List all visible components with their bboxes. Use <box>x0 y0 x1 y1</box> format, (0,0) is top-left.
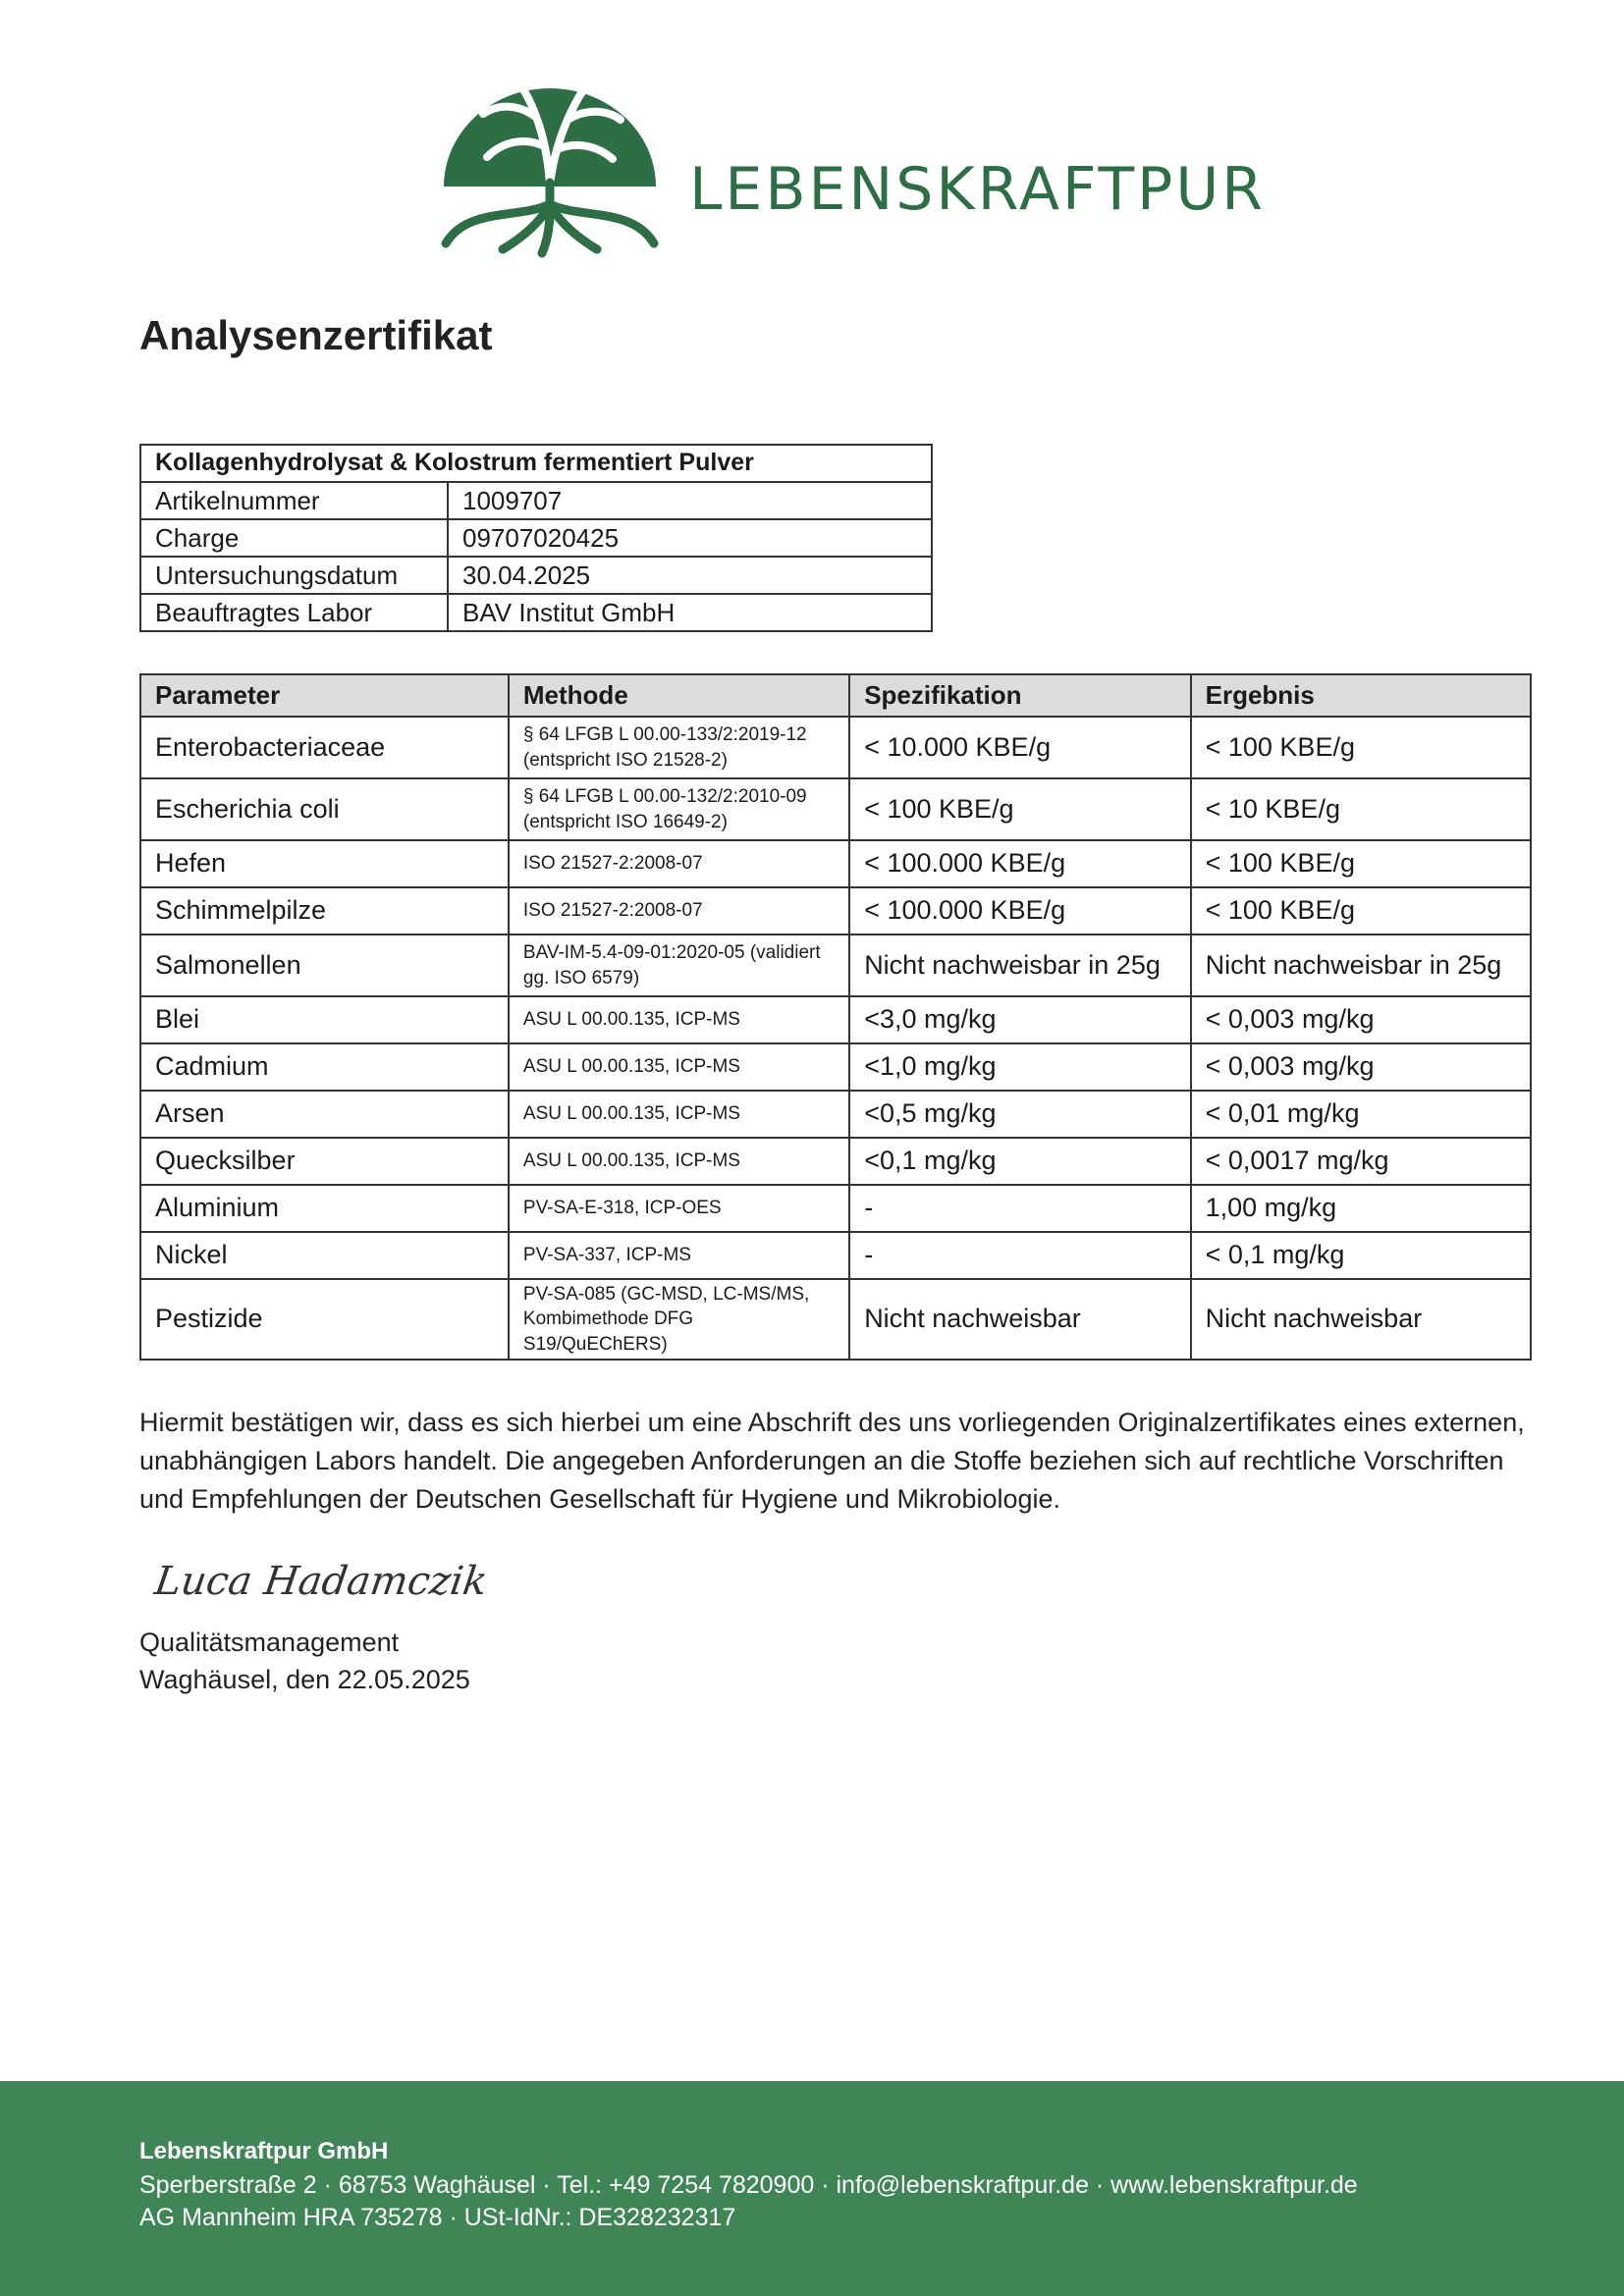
parameter-cell: Cadmium <box>140 1043 509 1091</box>
table-row <box>140 887 1531 934</box>
table-row <box>140 934 1531 996</box>
table-row <box>140 996 1531 1043</box>
result-cell: < 100 KBE/g <box>1191 840 1531 887</box>
spec-cell: < 100 KBE/g <box>849 778 1190 840</box>
result-cell: Nicht nachweisbar in 25g <box>1191 934 1531 996</box>
result-cell: 1,00 mg/kg <box>1191 1185 1531 1232</box>
tree-logo-icon <box>432 47 668 258</box>
info-row <box>140 482 932 519</box>
brand-logo <box>432 47 1267 258</box>
spec-cell: <1,0 mg/kg <box>849 1043 1190 1091</box>
info-row <box>140 557 932 594</box>
info-value: 30.04.2025 <box>448 557 932 594</box>
parameter-cell: Enterobacteriaceae <box>140 717 509 778</box>
table-row <box>140 778 1531 840</box>
page-title: Analysenzertifikat <box>139 312 493 358</box>
info-row <box>140 519 932 557</box>
spec-cell: < 100.000 KBE/g <box>849 840 1190 887</box>
footer-register: AG Mannheim HRA 735278 · USt-IdNr.: DE328232317 <box>139 2204 736 2231</box>
method-cell: § 64 LFGB L 00.00-132/2:2010-09 (entspricht ISO 16649-2) <box>509 778 849 840</box>
product-info-table <box>139 444 933 632</box>
spec-cell: <3,0 mg/kg <box>849 996 1190 1043</box>
results-table <box>139 673 1532 1361</box>
place-date: Waghäusel, den 22.05.2025 <box>139 1665 470 1694</box>
parameter-cell: Quecksilber <box>140 1138 509 1185</box>
spec-cell: Nicht nachweisbar <box>849 1279 1190 1360</box>
method-cell: ASU L 00.00.135, ICP-MS <box>509 996 849 1043</box>
spec-cell: - <box>849 1232 1190 1279</box>
spec-cell: < 100.000 KBE/g <box>849 887 1190 934</box>
signatory-role: Qualitätsmanagement <box>139 1628 400 1657</box>
info-value: 09707020425 <box>448 519 932 557</box>
table-row <box>140 1279 1531 1360</box>
method-cell: ASU L 00.00.135, ICP-MS <box>509 1091 849 1138</box>
result-cell: < 100 KBE/g <box>1191 717 1531 778</box>
column-header-parameter: Parameter <box>140 674 509 717</box>
parameter-cell: Aluminium <box>140 1185 509 1232</box>
info-row <box>140 594 932 631</box>
result-cell: < 0,003 mg/kg <box>1191 1043 1531 1091</box>
table-row <box>140 1138 1531 1185</box>
parameter-cell: Pestizide <box>140 1279 509 1360</box>
table-row <box>140 840 1531 887</box>
info-label: Beauftragtes Labor <box>140 594 448 631</box>
parameter-cell: Salmonellen <box>140 934 509 996</box>
column-header-result: Ergebnis <box>1191 674 1531 717</box>
table-row <box>140 1043 1531 1091</box>
column-header-specification: Spezifikation <box>849 674 1190 717</box>
parameter-cell: Escherichia coli <box>140 778 509 840</box>
parameter-cell: Nickel <box>140 1232 509 1279</box>
footer-company-name: Lebenskraftpur GmbH <box>139 2138 389 2164</box>
parameter-cell: Hefen <box>140 840 509 887</box>
table-row <box>140 1232 1531 1279</box>
result-cell: < 0,01 mg/kg <box>1191 1091 1531 1138</box>
method-cell: ISO 21527-2:2008-07 <box>509 887 849 934</box>
info-label: Artikelnummer <box>140 482 448 519</box>
result-cell: < 0,0017 mg/kg <box>1191 1138 1531 1185</box>
spec-cell: - <box>849 1185 1190 1232</box>
table-row <box>140 1091 1531 1138</box>
table-row <box>140 717 1531 778</box>
table-row <box>140 1185 1531 1232</box>
method-cell: PV-SA-085 (GC-MSD, LC-MS/MS, Kombimethode DFG S19/QuEChERS) <box>509 1279 849 1360</box>
result-cell: Nicht nachweisbar <box>1191 1279 1531 1360</box>
parameter-cell: Schimmelpilze <box>140 887 509 934</box>
spec-cell: <0,1 mg/kg <box>849 1138 1190 1185</box>
method-cell: ISO 21527-2:2008-07 <box>509 840 849 887</box>
result-cell: < 10 KBE/g <box>1191 778 1531 840</box>
method-cell: ASU L 00.00.135, ICP-MS <box>509 1043 849 1091</box>
footer <box>0 2081 1624 2296</box>
spec-cell: Nicht nachweisbar in 25g <box>849 934 1190 996</box>
product-name-row <box>140 445 932 482</box>
method-cell: PV-SA-337, ICP-MS <box>509 1232 849 1279</box>
method-cell: ASU L 00.00.135, ICP-MS <box>509 1138 849 1185</box>
info-label: Untersuchungsdatum <box>140 557 448 594</box>
results-header-row <box>140 674 1531 717</box>
method-cell: PV-SA-E-318, ICP-OES <box>509 1185 849 1232</box>
method-cell: BAV-IM-5.4-09-01:2020-05 (validiert gg. ISO 6579) <box>509 934 849 996</box>
brand-name: LEBENSKRAFTPUR <box>689 155 1266 224</box>
result-cell: < 100 KBE/g <box>1191 887 1531 934</box>
product-name: Kollagenhydrolysat & Kolostrum fermentiert Pulver <box>140 445 932 482</box>
parameter-cell: Blei <box>140 996 509 1043</box>
method-cell: § 64 LFGB L 00.00-133/2:2019-12 (entspricht ISO 21528-2) <box>509 717 849 778</box>
confirmation-statement: Hiermit bestätigen wir, dass es sich hierbei um eine Abschrift des uns vorliegenden Originalzertifikates eines externen, unabhängigen Labors handelt. Die angegeben Anforderungen an die Stoffe beziehen sich auf rechtliche Vorschriften und Empfehlungen der Deutschen Gesellschaft für Hygiene und Mikrobiologie. <box>139 1408 1525 1514</box>
info-value: BAV Institut GmbH <box>448 594 932 631</box>
info-label: Charge <box>140 519 448 557</box>
footer-address: Sperberstraße 2 · 68753 Waghäusel · Tel.: +49 7254 7820900 · info@lebenskraftpur.de · www.lebenskraftpur.de <box>139 2171 1358 2199</box>
result-cell: < 0,1 mg/kg <box>1191 1232 1531 1279</box>
signature: Luca Hadamczik <box>151 1559 491 1604</box>
result-cell: < 0,003 mg/kg <box>1191 996 1531 1043</box>
spec-cell: <0,5 mg/kg <box>849 1091 1190 1138</box>
parameter-cell: Arsen <box>140 1091 509 1138</box>
info-value: 1009707 <box>448 482 932 519</box>
column-header-method: Methode <box>509 674 849 717</box>
spec-cell: < 10.000 KBE/g <box>849 717 1190 778</box>
